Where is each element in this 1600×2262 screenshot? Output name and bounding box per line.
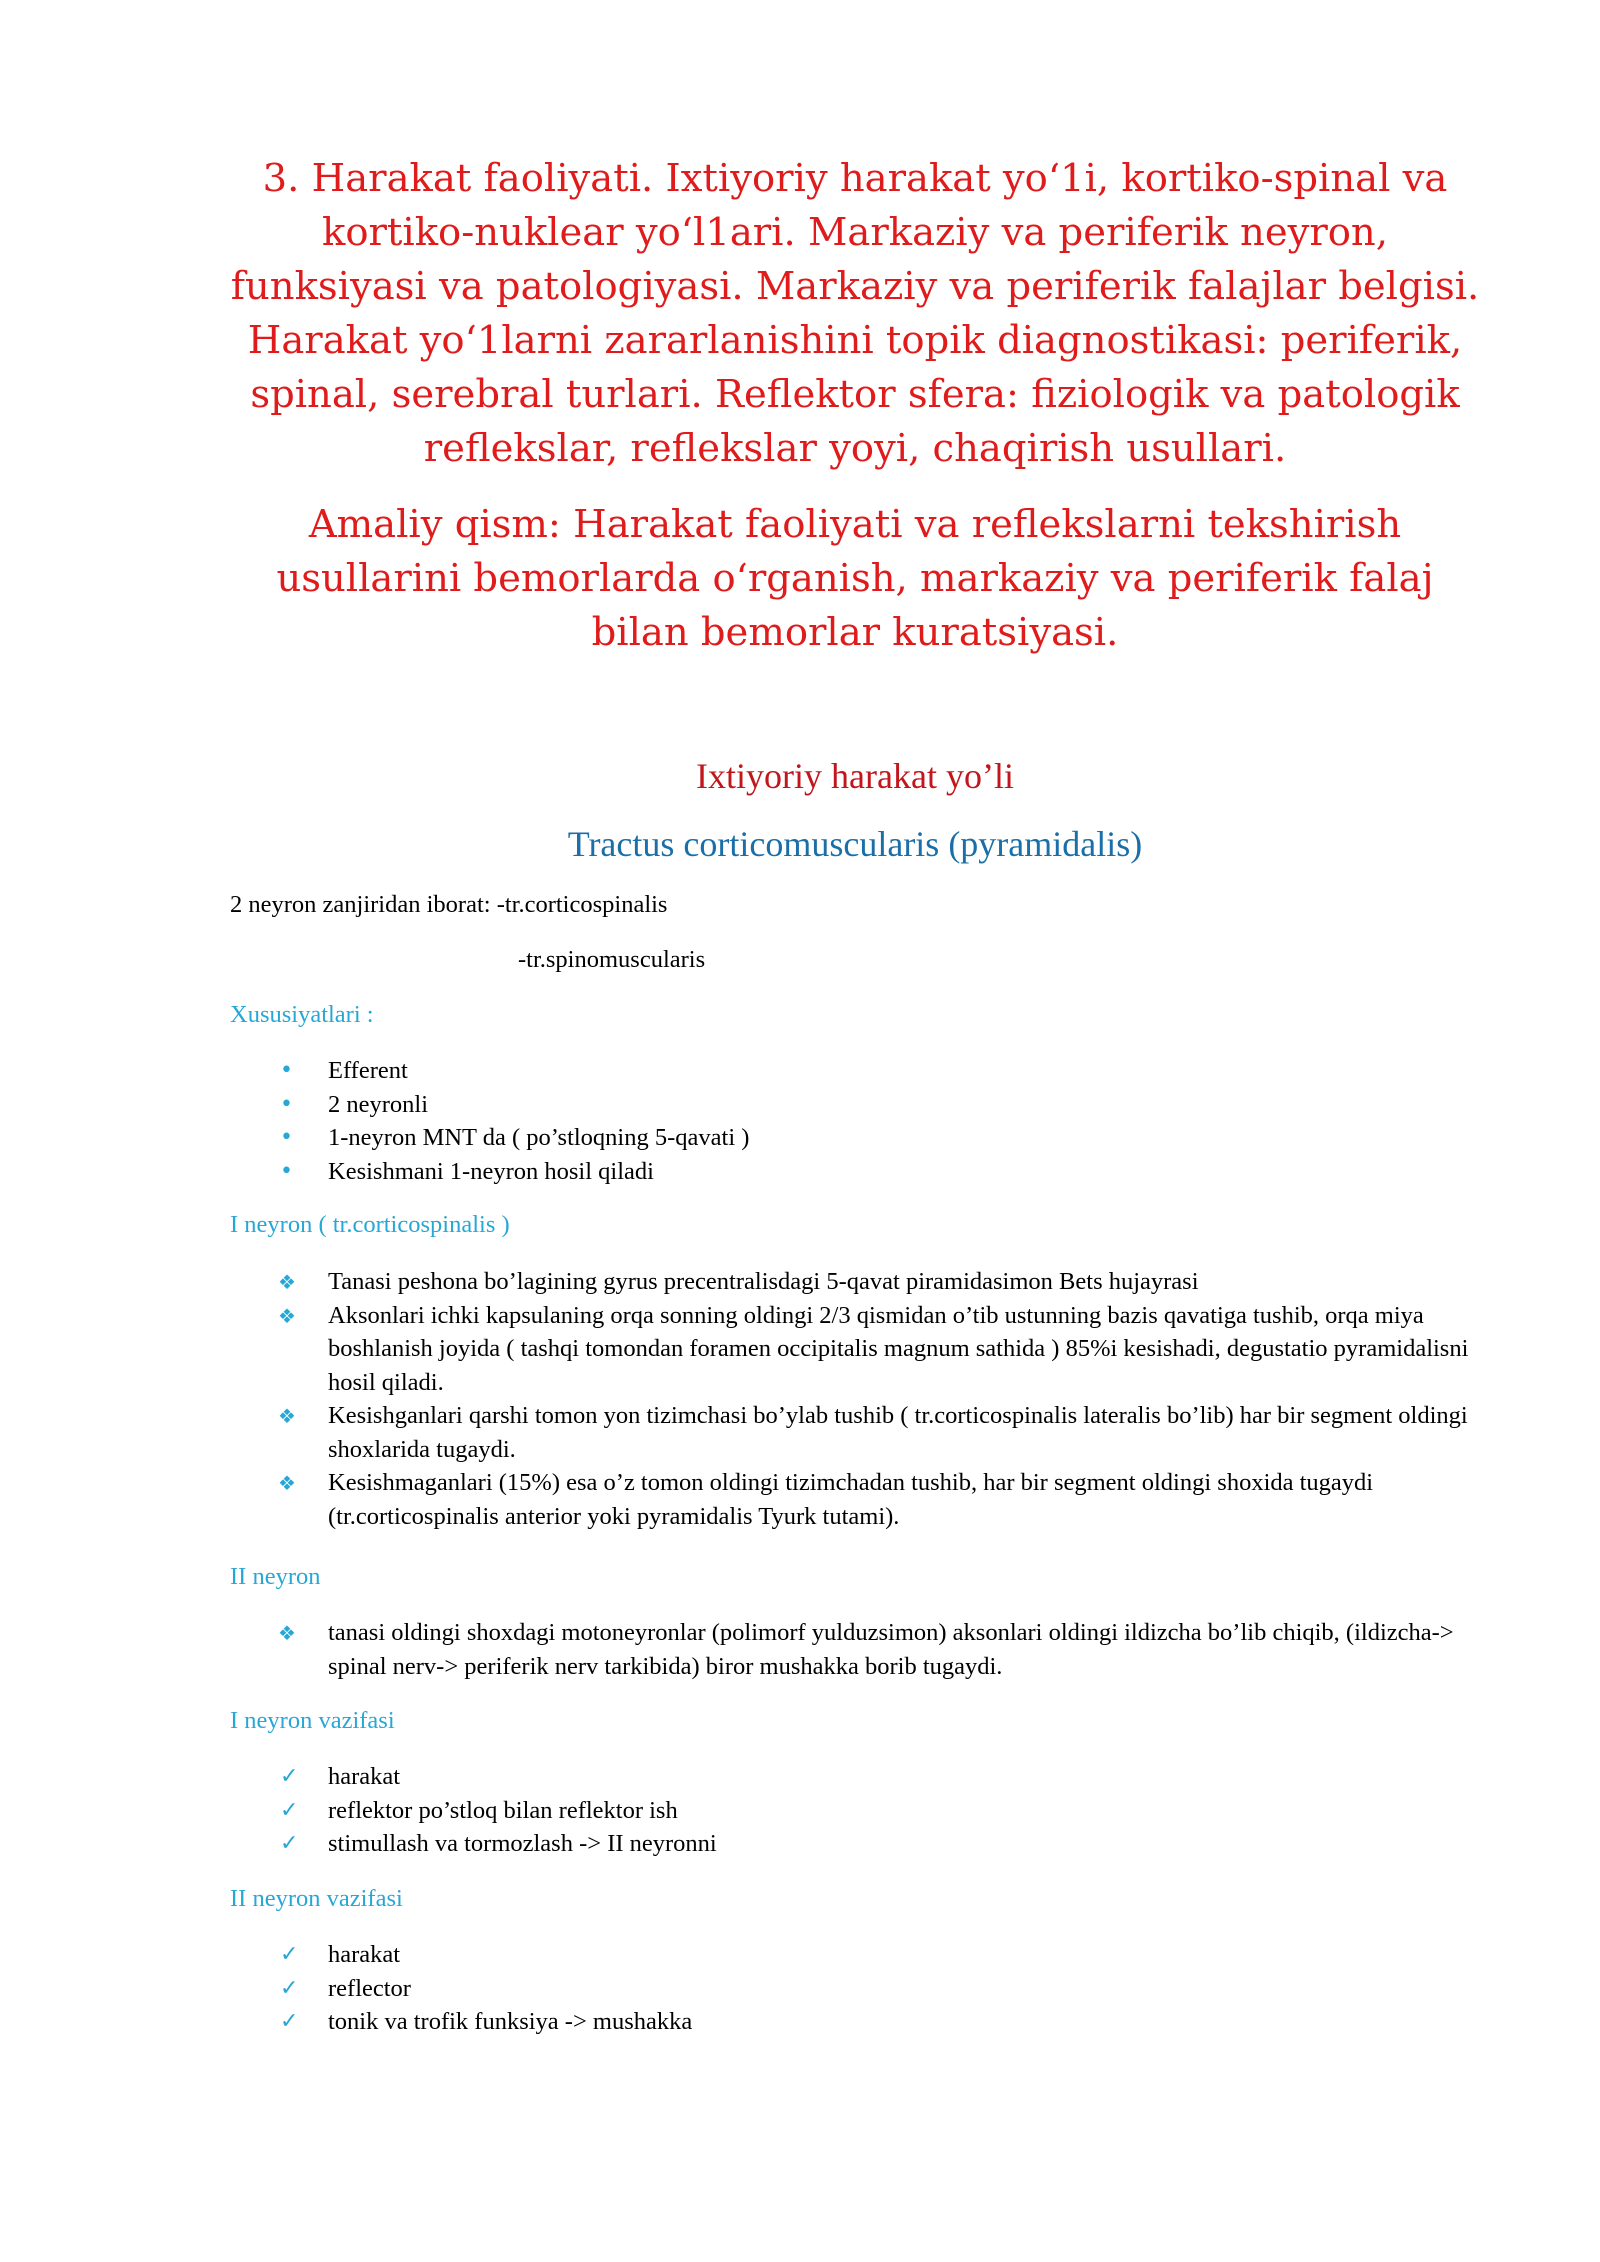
chain-line-2: -tr.spinomuscularis: [518, 946, 706, 973]
section-subtitle: Tractus corticomuscularis (pyramidalis): [567, 824, 1143, 864]
neuron2-function-list: [230, 1938, 1510, 2039]
list-item: ❖ Kesishganlari qarshi tomon yon tizimchasi bo’ylab tushib ( tr.corticospinalis lateralis bo’lib) har bir segment oldingi shoxlarida tugaydi.: [278, 1402, 1468, 1463]
diamond-bullet-icon: ❖: [278, 1303, 296, 1328]
neuron2-title: II neyron: [230, 1563, 321, 1590]
check-icon: ✓: [280, 1942, 299, 1967]
neuron1-title: I neyron ( tr.corticospinalis ): [230, 1211, 510, 1238]
list-item: ✓ stimullash va tormozlash -> II neyronni: [230, 1827, 1510, 1861]
bullet-icon: •: [280, 1125, 293, 1150]
features-list: [230, 1054, 1510, 1188]
bullet-icon: •: [280, 1058, 293, 1083]
check-icon: ✓: [280, 2009, 299, 2034]
neuron2-list: [230, 1616, 1510, 1683]
list-item: ✓ reflektor po’stloq bilan reflektor ish: [230, 1794, 1510, 1828]
chain-line-1: 2 neyron zanjiridan iborat: -tr.corticospinalis: [230, 891, 668, 918]
neuron1-function-list: [230, 1760, 1510, 1861]
neuron2-function-title: II neyron vazifasi: [230, 1885, 403, 1912]
features-title: Xususiyatlari :: [230, 1001, 374, 1028]
list-item: ✓ harakat: [230, 1760, 1510, 1794]
bullet-icon: •: [280, 1091, 293, 1117]
diamond-bullet-icon: ❖: [278, 1621, 296, 1645]
list-item: • Efferent: [230, 1054, 1510, 1088]
list-item: ❖ Aksonlari ichki kapsulaning orqa sonning oldingi 2/3 qismidan o’tib ustunning bazis qavatiga tushib, orqa miya boshlanish joyida ( tashqi tomondan foramen occipitalis magnum sathida ) 85%i kesishadi, degustatio pyramidalisni hosil qiladi.: [278, 1301, 1469, 1396]
list-item: ❖ Tanasi peshona bo’lagining gyrus precentralisdagi 5-qavat piramidasimon Bets hujayrasi: [230, 1265, 1510, 1299]
diamond-bullet-icon: ❖: [278, 1471, 296, 1495]
neuron1-list: [230, 1265, 1510, 1533]
list-item: ✓ tonik va trofik funksiya -> mushakka: [230, 2005, 1510, 2039]
section-title: Ixtiyoriy harakat yo’li: [696, 756, 1014, 796]
list-item: • Kesishmani 1-neyron hosil qiladi: [230, 1155, 1510, 1189]
diamond-bullet-icon: ❖: [278, 1404, 296, 1428]
check-icon: ✓: [280, 1797, 299, 1823]
list-item: • 2 neyronli: [230, 1088, 1510, 1122]
list-item: ✓ harakat: [230, 1938, 1510, 1972]
list-item: ❖ Kesishmaganlari (15%) esa o’z tomon oldingi tizimchadan tushib, har bir segment oldingi shoxida tugaydi (tr.corticospinalis anterior yoki pyramidalis Tyurk tutami).: [278, 1469, 1374, 1530]
check-icon: ✓: [280, 1764, 299, 1789]
bullet-icon: •: [280, 1158, 293, 1184]
practical-part-heading: Amaliy qism: Harakat faoliyati va reflekslarni tekshirish usullarini bemorlarda o‘rganish, markaziy va periferik falaj bilan bemorlar kuratsiyasi.: [276, 502, 1434, 655]
check-icon: ✓: [280, 1975, 299, 2001]
topic-heading: 3. Harakat faoliyati. Ixtiyoriy harakat yo‘1i, kortiko-spinal va kortiko-nuklear yo‘l1ari. Markaziy va periferik neyron, funksiyasi va patologiyasi. Markaziy va periferik falajlar belgisi. Harakat yo‘1larni zararlanishini topik diagnostikasi: periferik, spinal, serebral turlari. Reflektor sfera: fiziologik va patologik reflekslar, reflekslar yoyi, chaqirish usullari.: [230, 156, 1480, 471]
neuron1-function-title: I neyron vazifasi: [230, 1707, 395, 1734]
list-item: ❖ tanasi oldingi shoxdagi motoneyronlar (polimorf yulduzsimon) aksonlari oldingi ildizcha bo’lib chiqib, (ildizcha-> spinal nerv-> periferik nerv tarkibida) biror mushakka borib tugaydi.: [278, 1619, 1454, 1680]
check-icon: ✓: [280, 1831, 299, 1856]
list-item: ✓ reflector: [230, 1972, 1510, 2006]
diamond-bullet-icon: ❖: [278, 1270, 296, 1294]
list-item: • 1-neyron MNT da ( po’stloqning 5-qavati ): [230, 1121, 1510, 1155]
